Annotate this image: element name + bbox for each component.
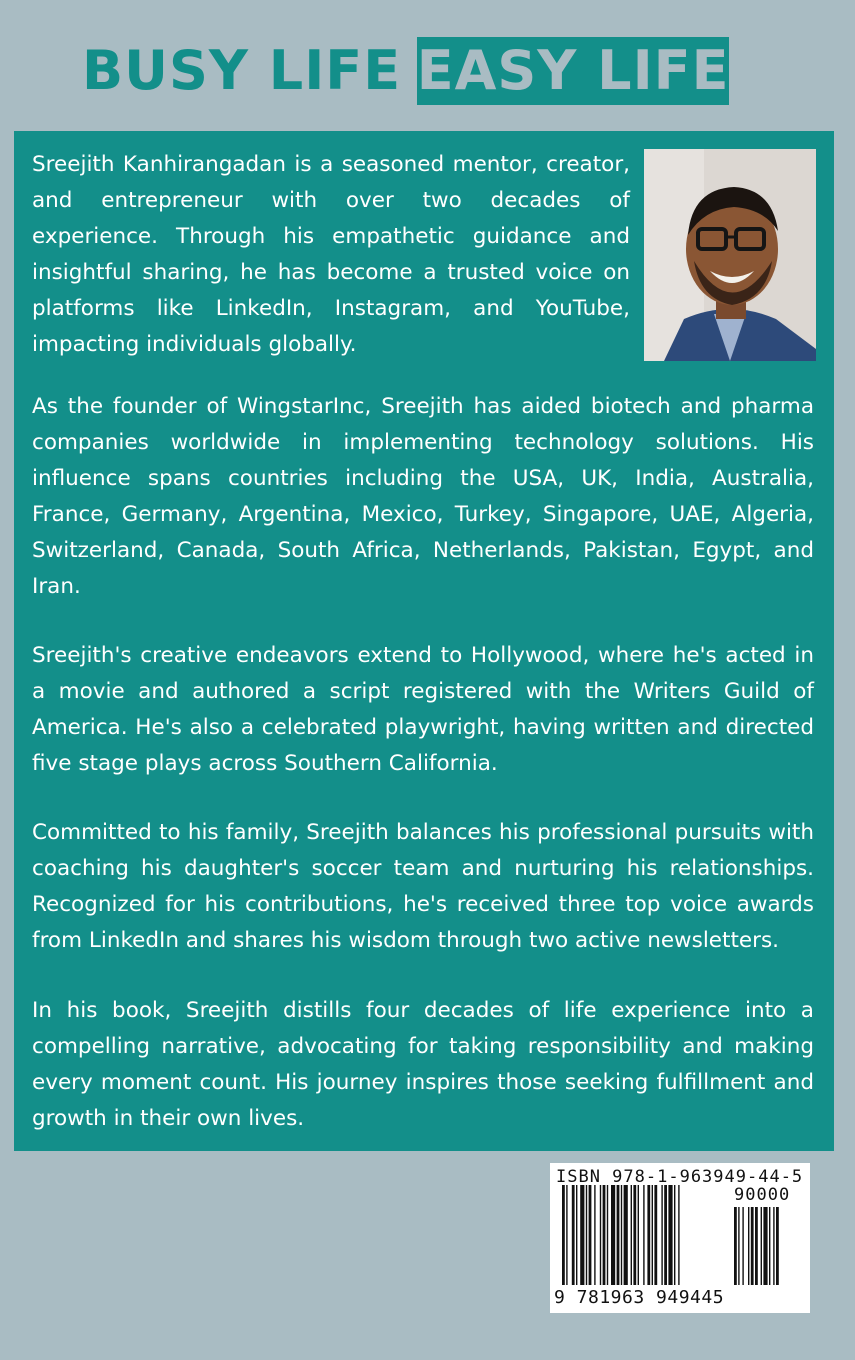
bio-paragraph-3: Sreejith's creative endeavors extend to Hollywood, where he's acted in a movie and authored a script registered with the Writers Guild of America. He's also a celebrated playwright, having written and directed five stage plays across Southern California. (32, 643, 814, 776)
bio-paragraph-5: In his book, Sreejith distills four decades of life experience into a compelling narrative, advocating for taking responsibility and making every moment count. His journey inspires those seeking fulfillment and growth in their own lives. (32, 998, 814, 1131)
isbn-barcode (550, 1163, 810, 1313)
title-easy-life: EASY LIFE (417, 37, 729, 105)
author-portrait-icon (644, 149, 816, 361)
title-busy-life: BUSY LIFE (82, 39, 402, 102)
bio-paragraph-1: Sreejith Kanhirangadan is a seasoned mentor, creator, and entrepreneur with over two decades of experience. Through his empathetic guidance and insightful sharing, he has become a trusted voice on platforms like LinkedIn, Instagram, and YouTube, impacting individuals globally. (32, 152, 630, 357)
bio-paragraph-4: Committed to his family, Sreejith balances his professional pursuits with coaching his daughter's soccer team and nurturing his relationships. Recognized for his contributions, he's received three top voice awards from LinkedIn and shares his wisdom through two active newsletters. (32, 820, 814, 953)
price-code: 90000 (734, 1185, 791, 1205)
isbn-label: ISBN 978-1-963949-44-5 (556, 1167, 804, 1187)
bio-paragraph-2: As the founder of WingstarInc, Sreejith has aided biotech and pharma companies worldwide in implementing technology solutions. His influence spans countries including the USA, UK, India, Australia, France, Germany, Argentina, Mexico, Turkey, Singapore, UAE, Algeria, Switzerland, Canada, South Africa, Netherlands, Pakistan, Egypt, and Iran. (32, 394, 814, 599)
author-photo (644, 149, 816, 361)
cover-title (82, 36, 729, 106)
bio-panel (14, 131, 834, 1151)
barcode-number: 9 781963 949445 (554, 1287, 725, 1308)
